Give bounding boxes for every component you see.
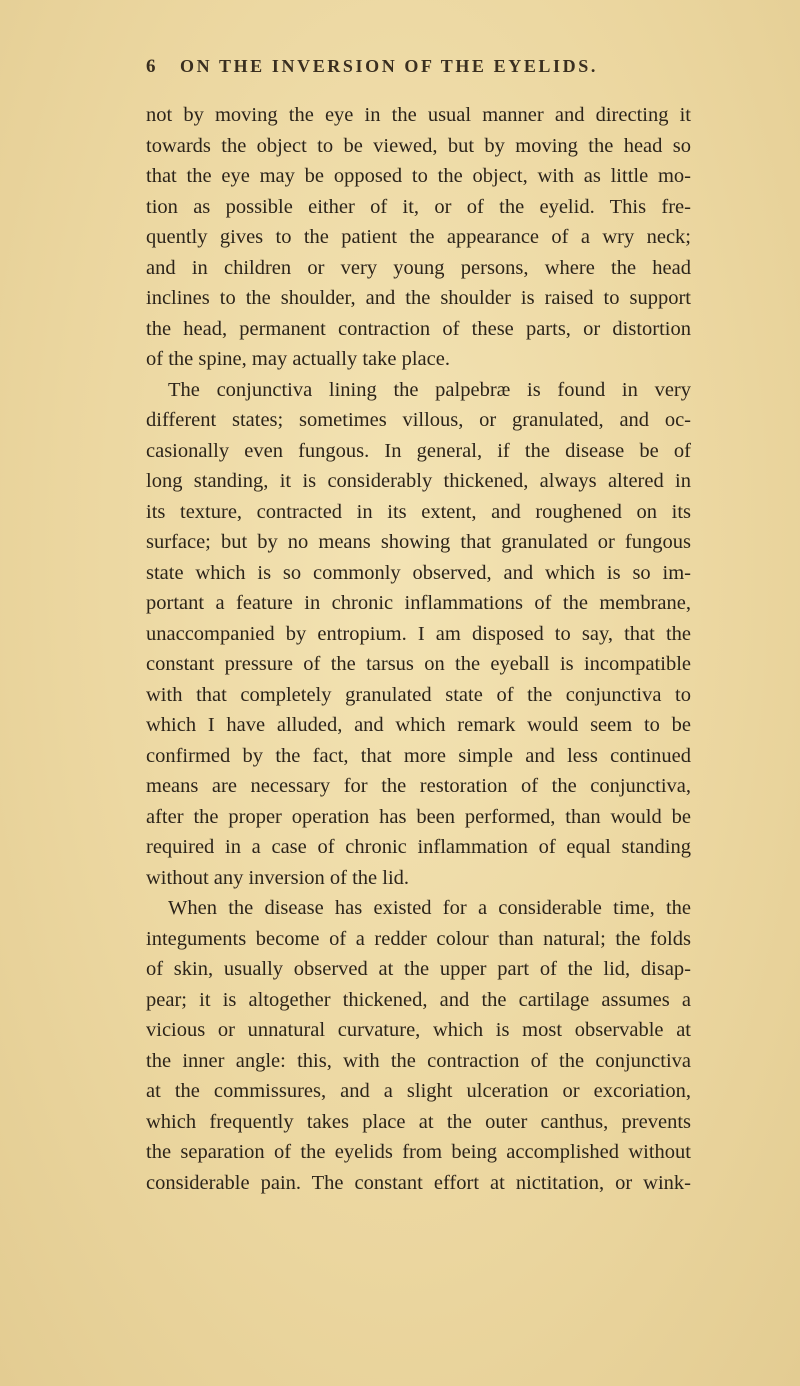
text-line: tion as possible either of it, or of the eyelid. This fre- [146,195,691,218]
text-line: long standing, it is considerably thickened, always altered in [146,470,691,492]
text-line: which I have alluded, and which remark would seem to be [146,714,691,736]
text-line: means are necessary for the restoration of the conjunctiva, [146,775,691,797]
page-number: 6 [146,56,156,77]
text-line: the separation of the eyelids from being accomplished without [146,1141,691,1163]
page-header [0,56,800,86]
text-line: that the eye may be opposed to the object, with as little mo- [146,165,691,187]
text-line: with that completely granulated state of the conjunctiva to [146,683,691,706]
text-line: pear; it is altogether thickened, and the cartilage assumes a [146,988,691,1011]
text-line: unaccompanied by entropium. I am disposed to say, that the [146,622,691,645]
text-line: the inner angle: this, with the contraction of the conjunctiva [146,1049,691,1072]
paragraph-start-line: The conjunctiva lining the palpebræ is found in very [168,378,691,401]
text-line: which frequently takes place at the outer canthus, prevents [146,1110,691,1133]
body-text [146,100,691,1198]
text-line: vicious or unnatural curvature, which is most observable at [146,1019,691,1041]
text-line: towards the object to be viewed, but by moving the head so [146,134,691,157]
running-title: ON THE INVERSION OF THE EYELIDS. [180,56,598,76]
text-line: required in a case of chronic inflammation of equal standing [146,836,691,858]
text-line: casionally even fungous. In general, if the disease be of [146,439,691,462]
text-line: constant pressure of the tarsus on the eyeball is incompatible [146,653,691,675]
text-line: considerable pain. The constant effort at nictitation, or wink- [146,1171,691,1194]
text-line: of skin, usually observed at the upper part of the lid, disap- [146,958,691,980]
paragraph-end-line: of the spine, may actually take place. [146,348,450,370]
paragraph-end-line: without any inversion of the lid. [146,866,410,889]
text-line: after the proper operation has been performed, than would be [146,805,691,828]
text-line: integuments become of a redder colour than natural; the folds [146,927,691,950]
text-line: inclines to the shoulder, and the shoulder is raised to support [146,287,691,309]
text-line: not by moving the eye in the usual manner and directing it [146,104,691,126]
text-line: surface; but by no means showing that granulated or fungous [146,531,691,553]
text-line: confirmed by the fact, that more simple and less continued [146,744,691,767]
text-line: the head, permanent contraction of these parts, or distortion [146,317,691,340]
text-line: state which is so commonly observed, and which is so im- [146,561,691,584]
text-line: its texture, contracted in its extent, and roughened on its [146,500,691,523]
text-line: portant a feature in chronic inflammations of the membrane, [146,592,691,614]
text-line: quently gives to the patient the appearance of a wry neck; [146,226,691,248]
text-line: different states; sometimes villous, or granulated, and oc- [146,409,691,431]
text-line: at the commissures, and a slight ulceration or excoriation, [146,1080,691,1102]
text-line: and in children or very young persons, where the head [146,256,691,279]
paragraph-start-line: When the disease has existed for a considerable time, the [168,897,691,919]
